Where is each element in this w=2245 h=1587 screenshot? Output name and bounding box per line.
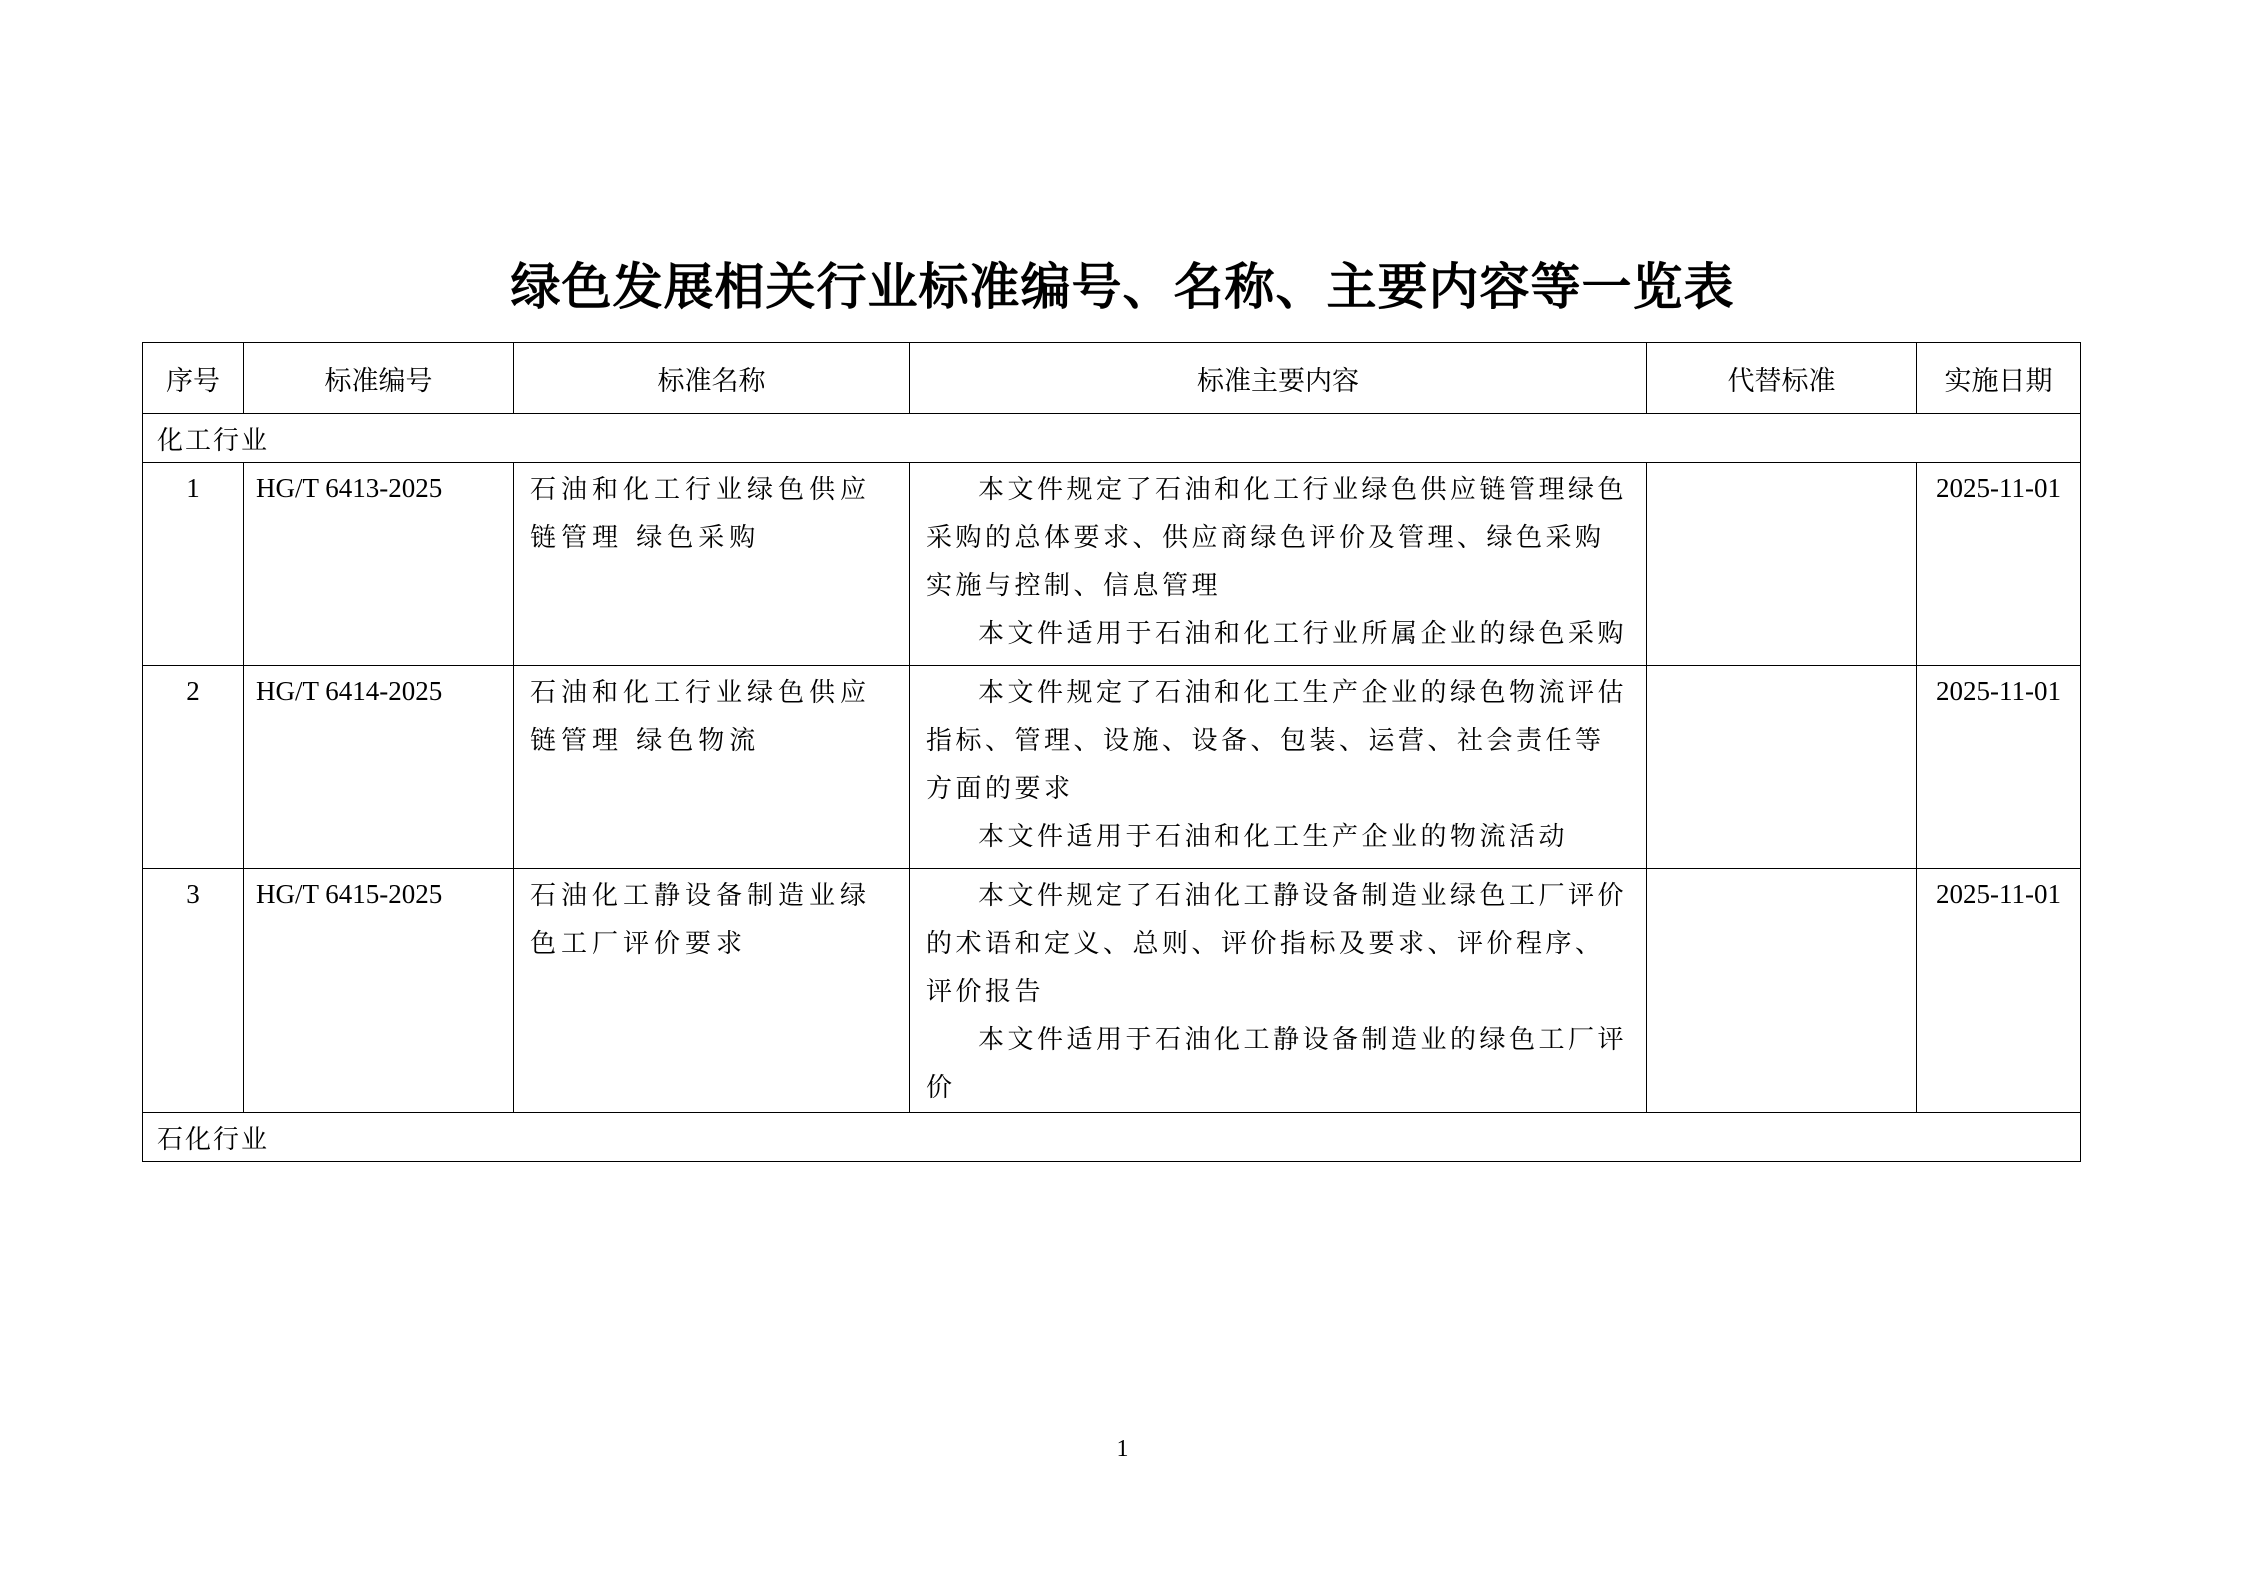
row-date: 2025-11-01 xyxy=(1917,666,2081,869)
section-label-petrochemical: 石化行业 xyxy=(143,1113,2081,1162)
header-date: 实施日期 xyxy=(1917,343,2081,414)
row-replaces xyxy=(1647,463,1917,666)
table-row xyxy=(143,869,2081,1113)
row-date: 2025-11-01 xyxy=(1917,463,2081,666)
row-code: HG/T 6414-2025 xyxy=(244,666,514,869)
header-seq: 序号 xyxy=(143,343,244,414)
row-date: 2025-11-01 xyxy=(1917,869,2081,1113)
table-row xyxy=(143,463,2081,666)
row-content-scope: 本文件规定了石油和化工行业绿色供应链管理绿色采购的总体要求、供应商绿色评价及管理、绿色采购实施与控制、信息管理 xyxy=(926,475,1628,601)
row-code: HG/T 6413-2025 xyxy=(244,463,514,666)
table-header-row xyxy=(143,343,2081,414)
header-name: 标准名称 xyxy=(514,343,910,414)
row-code: HG/T 6415-2025 xyxy=(244,869,514,1113)
page-title: 绿色发展相关行业标准编号、名称、主要内容等一览表 xyxy=(510,258,1735,316)
row-content-applicability: 本文件适用于石油化工静设备制造业的绿色工厂评价 xyxy=(926,1025,1628,1103)
row-content-applicability: 本文件适用于石油和化工生产企业的物流活动 xyxy=(978,822,1569,852)
header-code: 标准编号 xyxy=(244,343,514,414)
header-replaces: 代替标准 xyxy=(1647,343,1917,414)
section-row-petrochemical xyxy=(143,1113,2081,1162)
row-replaces xyxy=(1647,869,1917,1113)
row-name: 石油化工静设备制造业绿色工厂评价要求 xyxy=(514,869,910,1113)
page-number: 1 xyxy=(1116,1436,1129,1462)
row-replaces xyxy=(1647,666,1917,869)
row-name: 石油和化工行业绿色供应链管理 绿色物流 xyxy=(514,666,910,869)
row-content-scope: 本文件规定了石油化工静设备制造业绿色工厂评价的术语和定义、总则、评价指标及要求、评价程序、评价报告 xyxy=(926,881,1628,1007)
row-content-applicability: 本文件适用于石油和化工行业所属企业的绿色采购 xyxy=(978,619,1628,649)
table-row xyxy=(143,666,2081,869)
header-content: 标准主要内容 xyxy=(910,343,1647,414)
standards-table xyxy=(142,342,2081,1162)
row-content xyxy=(910,869,1647,1113)
row-seq: 3 xyxy=(143,869,244,1113)
section-row-chemical xyxy=(143,414,2081,463)
section-label-chemical: 化工行业 xyxy=(143,414,2081,463)
row-seq: 1 xyxy=(143,463,244,666)
row-seq: 2 xyxy=(143,666,244,869)
row-content-scope: 本文件规定了石油和化工生产企业的绿色物流评估指标、管理、设施、设备、包装、运营、社会责任等方面的要求 xyxy=(926,678,1628,804)
row-content xyxy=(910,666,1647,869)
row-content xyxy=(910,463,1647,666)
row-name: 石油和化工行业绿色供应链管理 绿色采购 xyxy=(514,463,910,666)
